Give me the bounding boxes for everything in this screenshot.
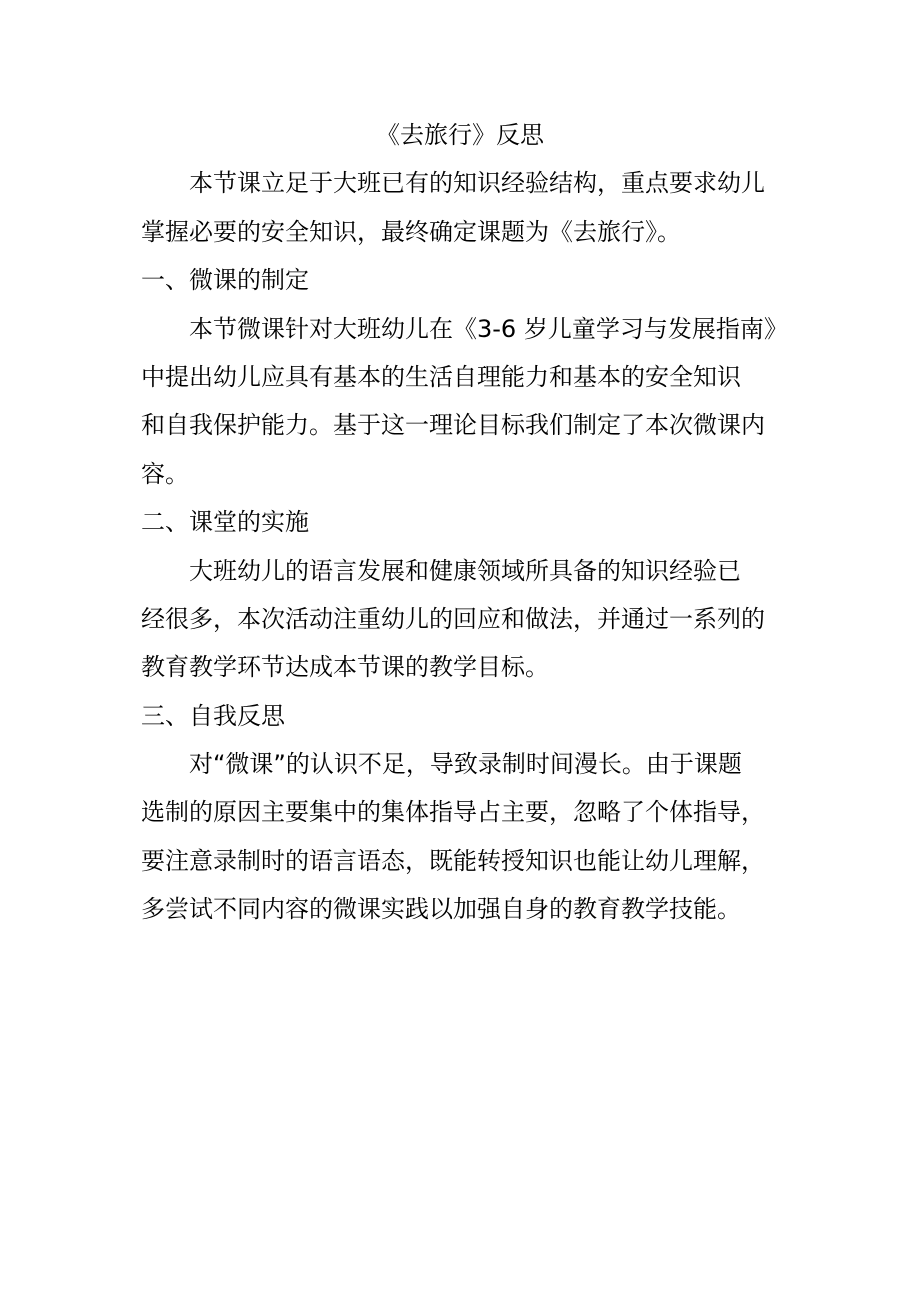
paragraph-line: 要注意录制时的语言语态，既能转授知识也能让幼儿理解，: [141, 847, 765, 875]
paragraph-line: 教育教学环节达成本节课的教学目标。: [141, 653, 549, 681]
paragraph-line: 选制的原因主要集中的集体指导占主要，忽略了个体指导，: [141, 798, 765, 826]
paragraph-line: 大班幼儿的语言发展和健康领域所具备的知识经验已: [189, 557, 741, 585]
paragraph-line: 本节课立足于大班已有的知识经验结构，重点要求幼儿: [189, 169, 765, 197]
paragraph-line: 多尝试不同内容的微课实践以加强自身的教育教学技能。: [141, 895, 741, 923]
section-heading: 一、微课的制定: [141, 266, 309, 294]
paragraph-line: 中提出幼儿应具有基本的生活自理能力和基本的安全知识: [141, 363, 741, 391]
paragraph-line: 和自我保护能力。基于这一理论目标我们制定了本次微课内: [141, 411, 765, 439]
paragraph-line: 经很多，本次活动注重幼儿的回应和做法，并通过一系列的: [141, 605, 765, 633]
paragraph-line: 对“微课”的认识不足，导致录制时间漫长。由于课题: [189, 750, 742, 778]
section-heading: 二、课堂的实施: [141, 508, 309, 536]
document-title: 《去旅行》反思: [376, 121, 544, 149]
paragraph-line: 掌握必要的安全知识，最终确定课题为《去旅行》。: [141, 218, 681, 246]
section-heading: 三、自我反思: [141, 702, 285, 730]
paragraph-line: 本节微课针对大班幼儿在《3-6 岁儿童学习与发展指南》: [189, 315, 788, 343]
paragraph-line: 容。: [141, 460, 189, 488]
